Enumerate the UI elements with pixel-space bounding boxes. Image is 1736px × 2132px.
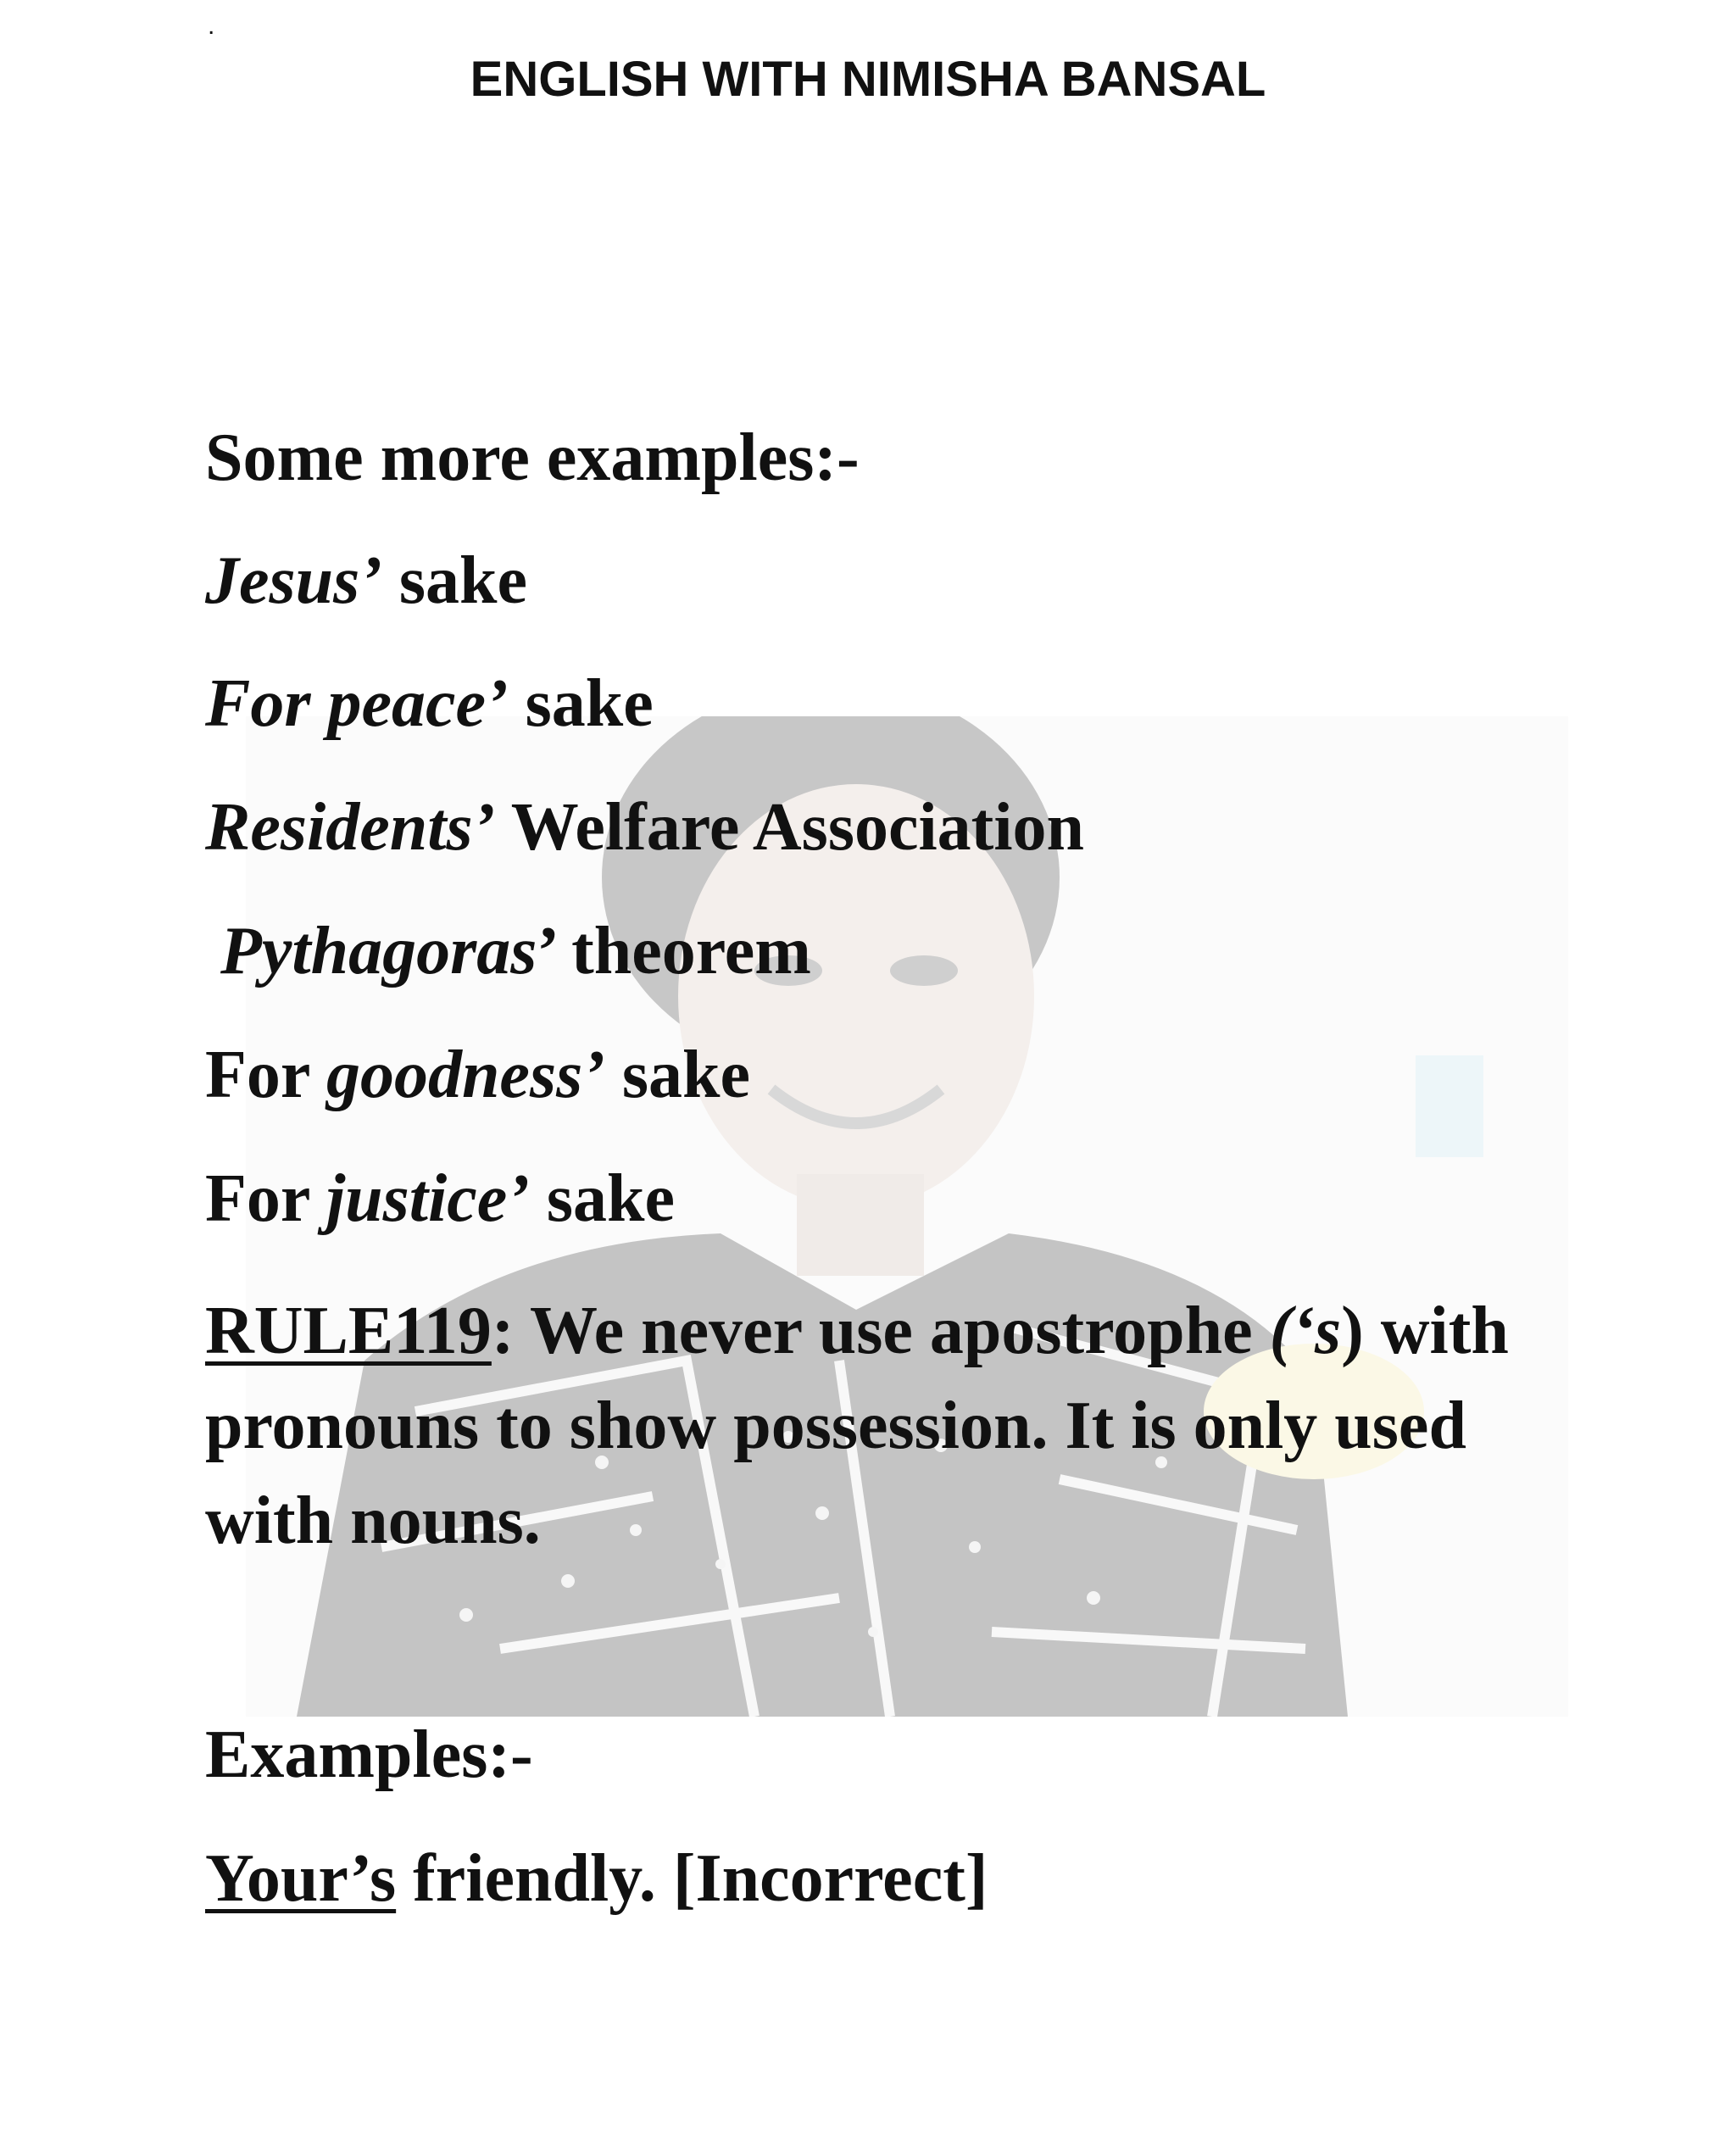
example-prefix: For [205, 1161, 326, 1236]
rule-text-1: We never use apostrophe [514, 1294, 1270, 1368]
example-italic: justice’ [326, 1161, 530, 1236]
example-text: sake [381, 543, 528, 618]
example-text: sake [508, 666, 654, 741]
examples-title: Examples:- [205, 1717, 533, 1792]
example-text: sake [529, 1161, 676, 1236]
header-dot: . [208, 12, 215, 40]
example-line-3 [205, 790, 1085, 865]
rule-text-2: with pronouns to show possession. It is only used with nouns. [205, 1294, 1509, 1558]
example-italic: For peace’ [205, 666, 509, 741]
rule-symbol: ‘s [1292, 1294, 1342, 1368]
example-italic: Residents’ [205, 790, 496, 865]
example-italic: Pythagoras [220, 914, 537, 988]
example-prefix: For [205, 1038, 326, 1112]
example-line-1 [205, 543, 528, 618]
incorrect-example [205, 1841, 988, 1916]
rule-symbol-open: ( [1269, 1294, 1293, 1368]
rule-label: RULE119 [205, 1294, 492, 1368]
example-text: Welfare Association [495, 790, 1085, 865]
example-italic: goodness’ [326, 1038, 605, 1112]
example-text: ’ theorem [537, 914, 811, 988]
incorrect-word: Your’s [205, 1841, 397, 1916]
page-header: ENGLISH WITH NIMISHA BANSAL [470, 52, 1266, 107]
rule-colon: : [491, 1294, 515, 1368]
section-title: Some more examples:- [205, 420, 860, 495]
example-line-5 [205, 1038, 750, 1112]
incorrect-rest: friendly. [Incorrect] [396, 1841, 988, 1916]
example-text: sake [604, 1038, 750, 1112]
example-line-2 [205, 666, 654, 741]
example-italic: Jesus’ [205, 543, 382, 618]
example-line-6 [205, 1161, 676, 1236]
example-line-4 [220, 914, 811, 988]
rule-paragraph [205, 1283, 1544, 1568]
rule-symbol-close: ) [1341, 1294, 1364, 1368]
